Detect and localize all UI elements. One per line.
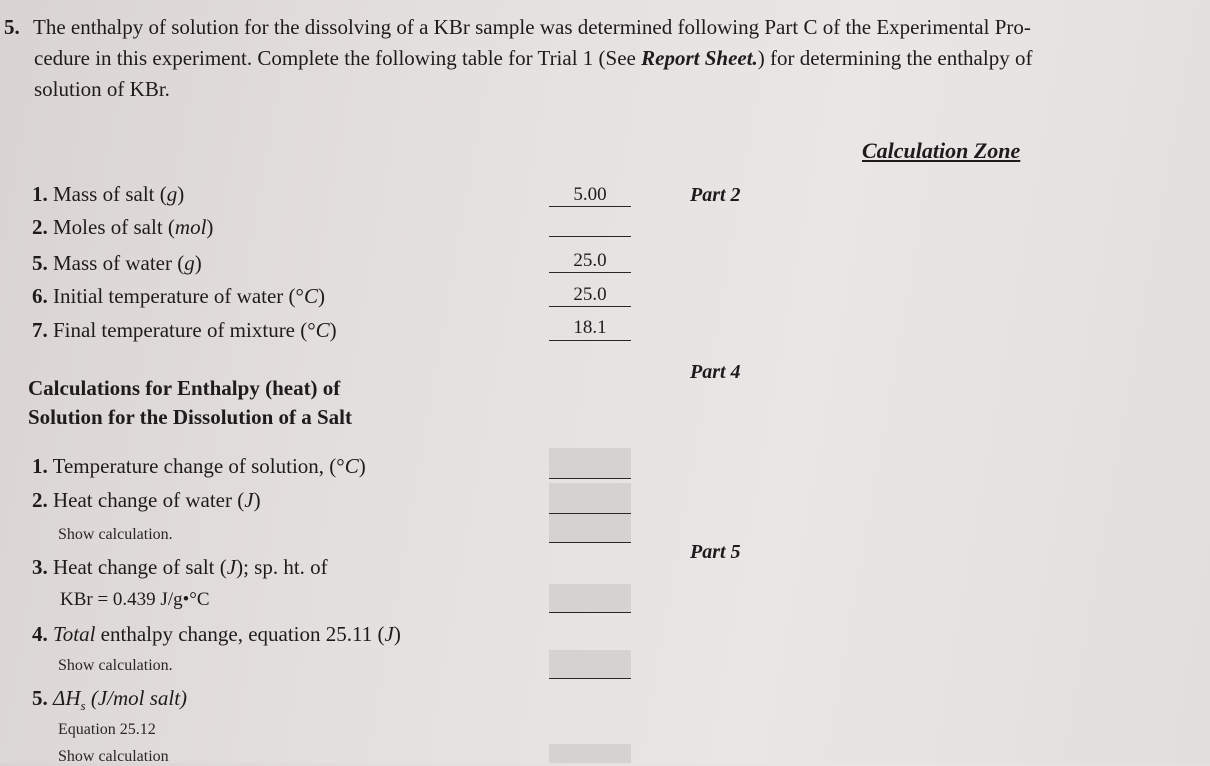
data-row-initial-temp: 6. Initial temperature of water (°C) (32, 284, 325, 308)
question-line-3: solution of KBr. (34, 77, 170, 101)
data-row-moles-salt: 2. Moles of salt (mol) (32, 215, 214, 239)
answer-field-total-enthalpy[interactable] (549, 650, 631, 678)
part-2-label: Part 2 (690, 184, 741, 206)
calc-row-heat-salt: 3. Heat change of salt (J); sp. ht. of (32, 555, 328, 579)
data-row-final-temp: 7. Final temperature of mixture (°C) (32, 318, 337, 342)
calculation-zone-title: Calculation Zone (862, 138, 1021, 163)
question-text-2b: ) for determining the enthalpy of (757, 46, 1033, 70)
calc-row-heat-water: 2. Heat change of water (J) (32, 488, 261, 512)
data-row-mass-salt: 1. Mass of salt (g) (32, 182, 185, 206)
blank-line-mass-salt[interactable] (549, 206, 631, 207)
blank-line-initial-temp[interactable] (549, 306, 631, 307)
value-initial-temp: 25.0 (573, 284, 607, 305)
calc-heading-line-2: Solution for the Dissolution of a Salt (28, 405, 352, 429)
part-5-label: Part 5 (690, 541, 741, 563)
calc-heading-line-1: Calculations for Enthalpy (heat) of (28, 376, 341, 400)
show-calculation-note-2: Show calculation. (58, 657, 173, 674)
answer-field-temp-change[interactable] (549, 448, 631, 478)
answer-field-delta-h[interactable] (549, 744, 631, 763)
show-calculation-note-3: Show calculation (58, 748, 169, 765)
blank-line-temp-change[interactable] (549, 478, 631, 479)
blank-line-heat-salt[interactable] (549, 612, 631, 613)
answer-field-heat-water-calc[interactable] (549, 514, 631, 542)
answer-field-heat-water[interactable] (549, 483, 631, 513)
calc-row-temp-change: 1. Temperature change of solution, (°C) (32, 454, 366, 478)
value-final-temp: 18.1 (573, 317, 607, 338)
blank-line-final-temp[interactable] (549, 340, 631, 341)
equation-note: Equation 25.12 (58, 721, 156, 738)
part-4-label: Part 4 (690, 361, 741, 383)
calc-row-delta-h: 5. $\Delta H_s$ (J/mol salt) (32, 686, 188, 714)
blank-line-heat-water-calc[interactable] (549, 542, 631, 543)
value-mass-water: 25.0 (573, 250, 607, 271)
question-line-1 (4, 14, 1031, 41)
question-text-2a: cedure in this experiment. Complete the following table for Trial 1 (See (34, 46, 642, 70)
blank-line-moles-salt[interactable] (549, 236, 631, 237)
blank-line-total-enthalpy[interactable] (549, 678, 631, 679)
data-row-mass-water: 5. Mass of water (g) (32, 251, 202, 275)
kbr-specific-heat: KBr = 0.439 J/g•°C (60, 589, 210, 610)
value-mass-salt: 5.00 (573, 184, 607, 205)
report-sheet-ref: Report Sheet. (641, 46, 758, 70)
blank-line-mass-water[interactable] (549, 272, 631, 273)
show-calculation-note-1: Show calculation. (58, 526, 173, 543)
answer-field-heat-salt[interactable] (549, 584, 631, 612)
question-number: 5. (4, 15, 20, 39)
question-line-2 (34, 45, 1032, 72)
calc-row-total-enthalpy: 4. Total enthalpy change, equation 25.11 (J) (32, 622, 401, 646)
question-text-1: The enthalpy of solution for the dissolving of a KBr sample was determined following Part C of the Experimental Pro- (33, 15, 1031, 39)
